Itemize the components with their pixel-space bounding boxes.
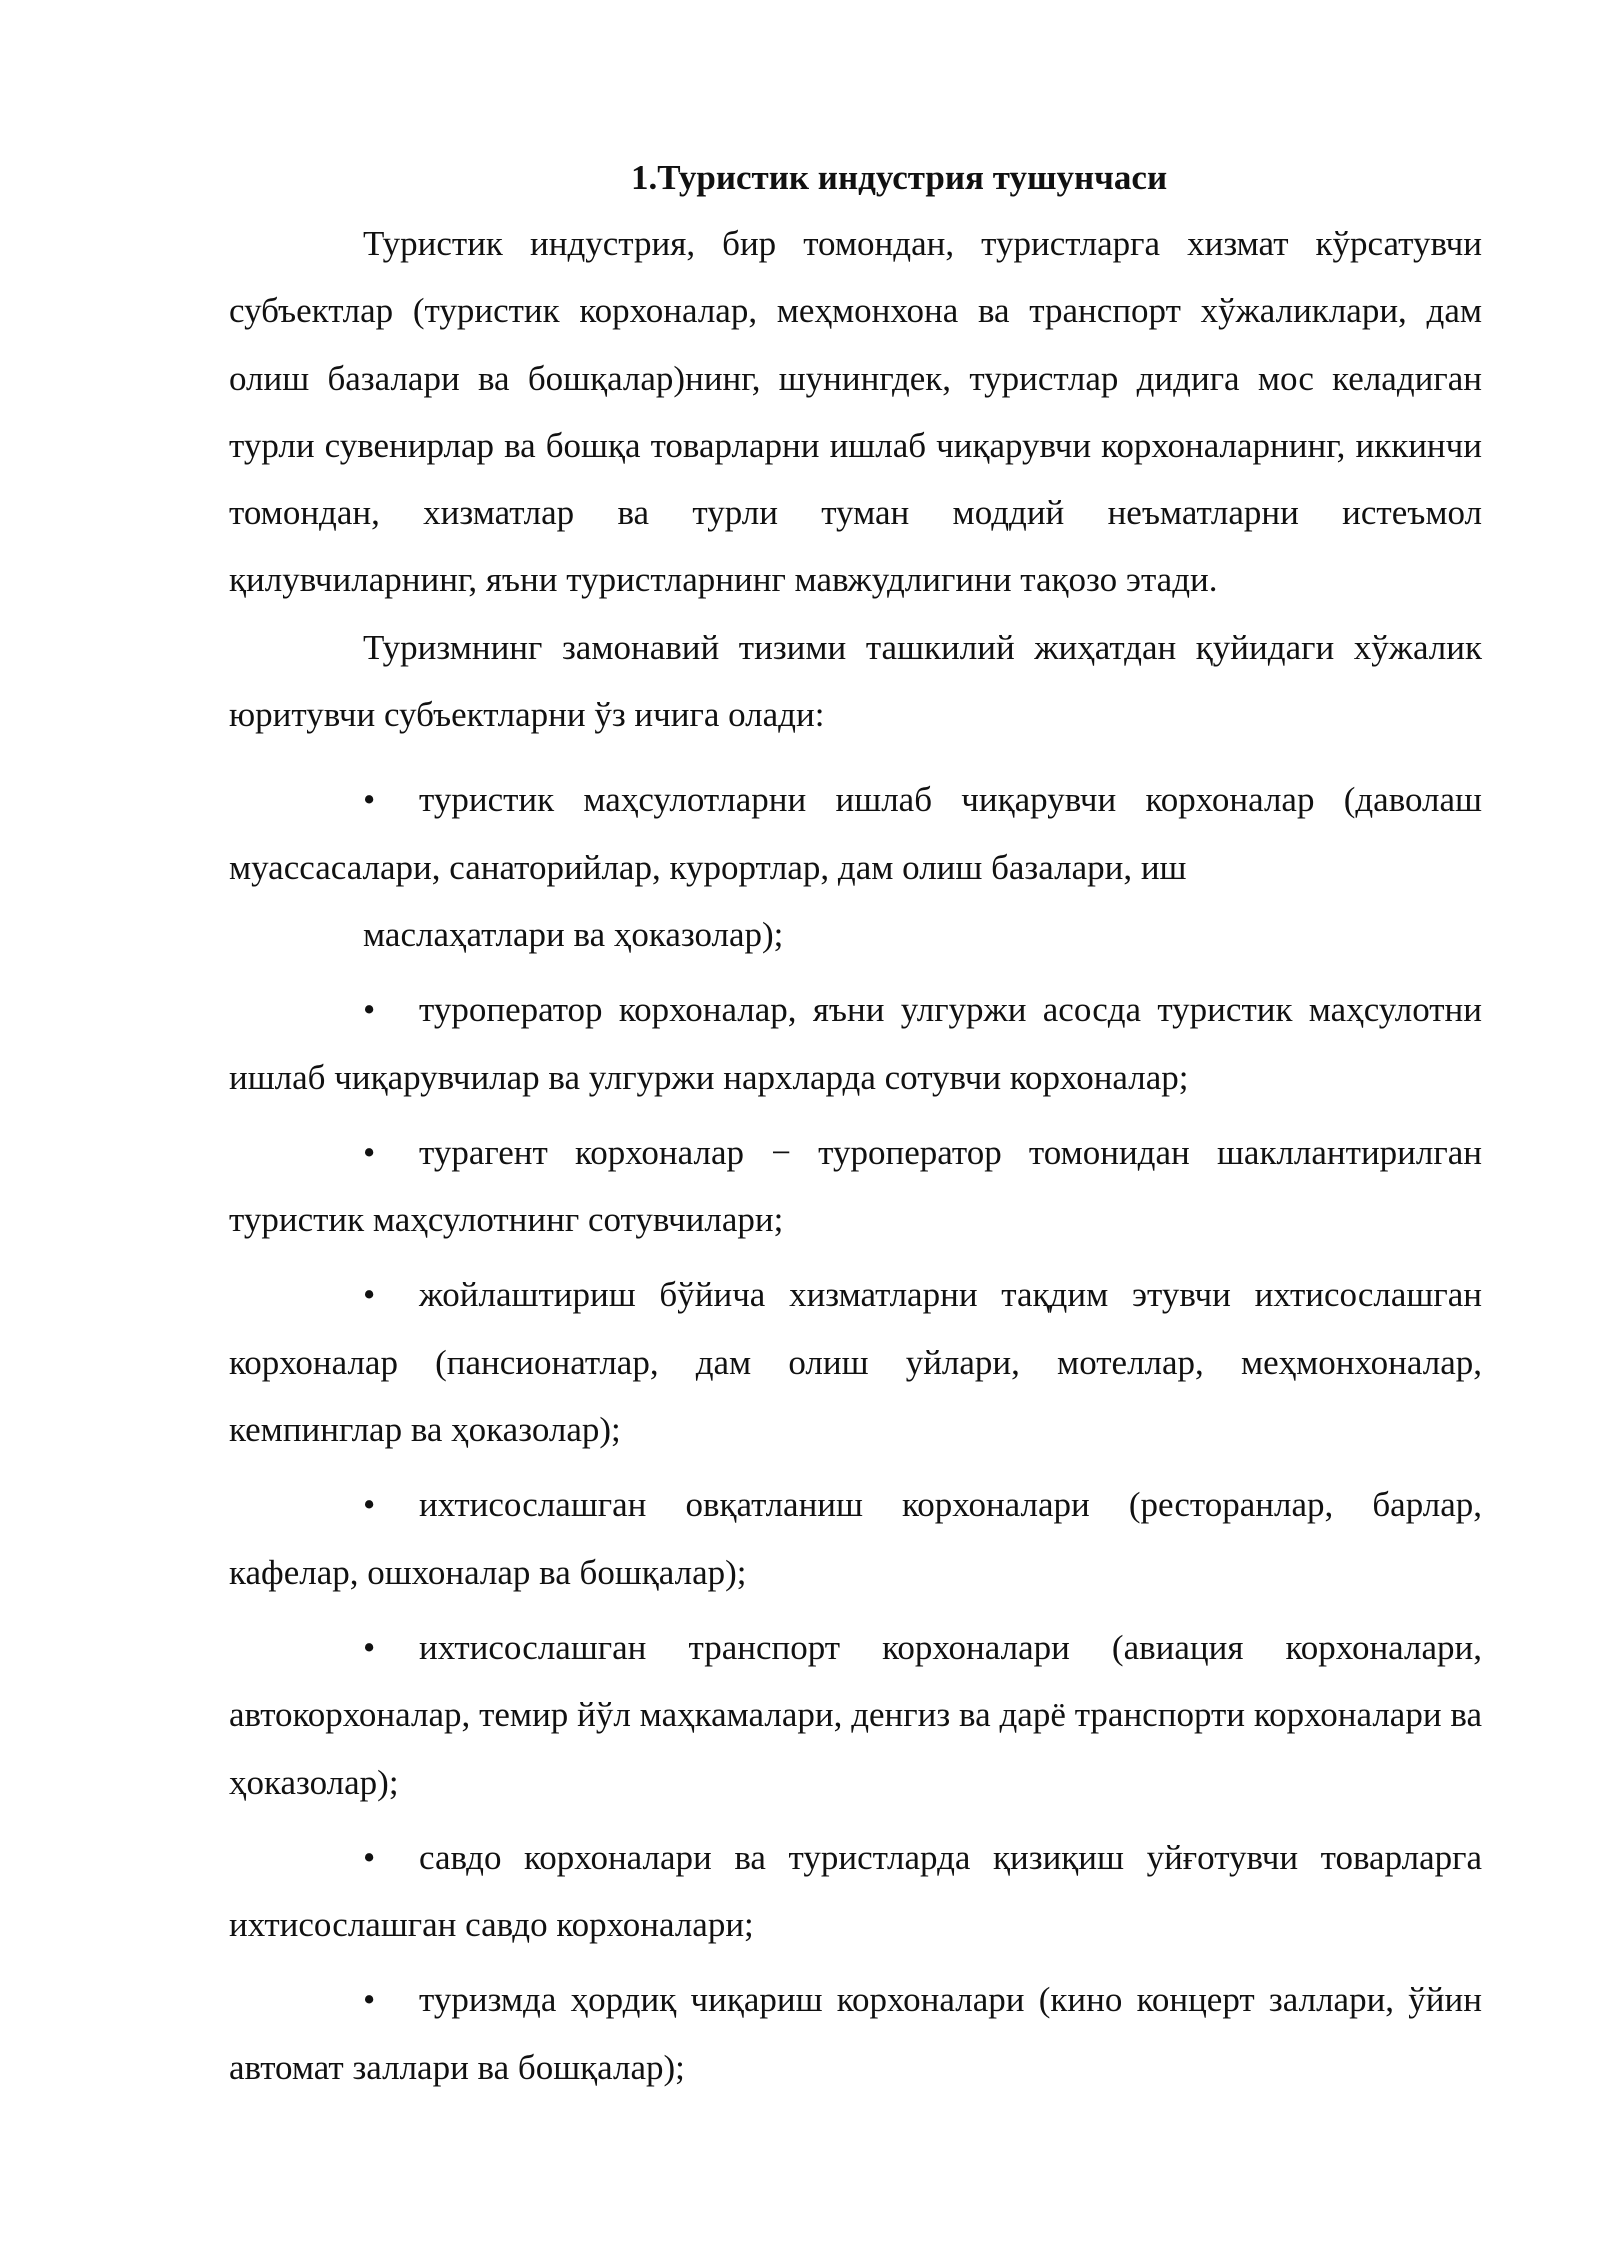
bullet-icon: • (363, 780, 376, 820)
list-item (229, 1614, 1482, 1816)
paragraph-system: Туризмнинг замонавий тизими ташкилий жиҳатдан қуйидаги хўжалик юритувчи субъектларни ўз ичига олади: (229, 627, 1482, 735)
list-item (229, 976, 1482, 1111)
bullet-icon: • (363, 1627, 376, 1667)
list-item (229, 766, 1482, 901)
list-item-text: жойлаштириш бўйича хизматларни тақдим этувчи ихтисослашган корхоналар (пансионатлар, дам олиш уйлари, мотеллар, меҳмонхоналар, кемпинглар ва ҳоказолар); (229, 1275, 1482, 1450)
list-item-text: туризмда ҳордиқ чиқариш корхоналари (кино концерт заллари, ўйин автомат заллари ва бошқалар); (229, 1980, 1482, 2087)
list-item-text: ихтисослашган овқатланиш корхоналари (ресторанлар, барлар, кафелар, ошхоналар ва бошқалар); (229, 1485, 1482, 1592)
list-item-text: туроператор корхоналар, яъни улгуржи асосда туристик маҳсулотни ишлаб чиқарувчилар ва улгуржи нархларда сотувчи корхоналар; (229, 990, 1482, 1097)
list-item-text: туристик маҳсулотларни ишлаб чиқарувчи корхоналар (даволаш муассасалари, санаторийлар, курортлар, дам олиш базалари, иш (229, 780, 1482, 887)
bullet-icon: • (363, 1275, 376, 1315)
document-body (229, 146, 1482, 2101)
list-item (229, 1119, 1482, 1254)
bullet-icon: • (363, 1485, 376, 1525)
list-item (229, 1824, 1482, 1959)
list-item (229, 1966, 1482, 2101)
list-item-text: турагент корхоналар − туроператор томонидан шакллантирилган туристик маҳсулотнинг сотувчилари; (229, 1132, 1482, 1240)
list-item (229, 1261, 1482, 1463)
list-item-text: савдо корхоналари ва туристларда қизиқиш уйғотувчи товарларга ихтисослашган савдо корхоналари; (229, 1837, 1482, 1945)
section-heading: 1.Туристик индустрия тушунчаси (631, 158, 1168, 197)
list-item (229, 1471, 1482, 1606)
bullet-icon: • (363, 990, 376, 1030)
paragraph-intro: Туристик индустрия, бир томондан, туристларга хизмат кўрсатувчи субъектлар (туристик корхоналар, меҳмонхона ва транспорт хўжаликлари, дам олиш базалари ва бошқалар)нинг, шунингдек, туристлар дидига мос келадиган турли сувенирлар ва бошқа товарларни ишлаб чиқарувчи корхоналарнинг, иккинчи томондан, хизматлар ва турли туман моддий неъматларни истеъмол қилувчиларнинг, яъни туристларнинг мавжудлигини тақозо этади. (229, 224, 1482, 600)
list-item-continuation: маслаҳатлари ва ҳоказолар); (363, 914, 784, 954)
list-item-text: ихтисослашган транспорт корхоналари (авиация корхоналари, автокорхоналар, темир йўл маҳкамалари, денгиз ва дарё транспорти корхоналари ва ҳоказолар); (229, 1627, 1482, 1802)
bullet-icon: • (363, 1132, 376, 1172)
bullet-icon: • (363, 1837, 376, 1877)
bullet-icon: • (363, 1980, 376, 2020)
